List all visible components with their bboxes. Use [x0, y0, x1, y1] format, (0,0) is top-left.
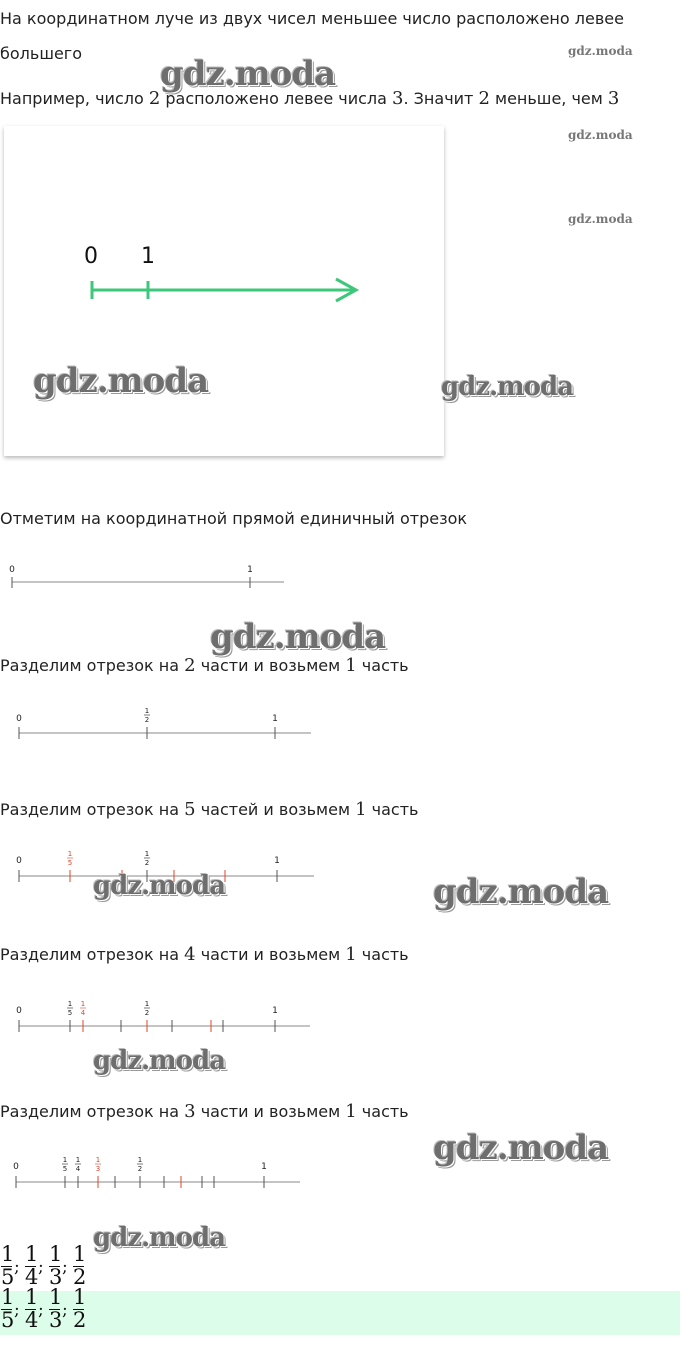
- label-one: 1: [247, 565, 253, 575]
- fraction-numerator: 1: [25, 1285, 39, 1309]
- ray-label-one: 1: [141, 244, 155, 269]
- watermark: gdz.moda: [568, 128, 633, 142]
- step-quarters-text: [0, 945, 409, 965]
- math-number: 2: [184, 655, 196, 676]
- label-zero: 0: [16, 714, 22, 724]
- fraction-denominator: 4: [25, 1308, 39, 1332]
- math-number: 2: [148, 88, 161, 109]
- label-quarter-num: 1: [75, 1156, 81, 1164]
- separator: ;: [14, 1300, 20, 1320]
- label-half-num: 1: [144, 707, 150, 715]
- math-number: 3: [392, 88, 404, 109]
- label-fifth-den: 5: [62, 1165, 68, 1173]
- example-part: меньше, чем: [489, 89, 608, 108]
- fraction-numerator: 1: [49, 1242, 63, 1266]
- math-number: 1: [355, 799, 367, 820]
- fraction-denominator: 5: [1, 1265, 15, 1289]
- watermark: gdz.moda: [568, 212, 633, 226]
- label-quarter-den: 4: [80, 1009, 86, 1017]
- text-part: часть: [356, 1102, 409, 1121]
- label-fifth-den: 5: [67, 859, 73, 867]
- fraction-numerator: 1: [25, 1242, 39, 1266]
- label-quarter-num: 1: [80, 1000, 86, 1008]
- watermark: gdz.moda: [433, 1128, 609, 1168]
- fraction-numerator: 1: [73, 1242, 87, 1266]
- label-fifth-num: 1: [67, 850, 73, 858]
- separator: ;: [38, 1257, 44, 1277]
- math-number: 3: [607, 88, 620, 109]
- fraction-denominator: 4: [25, 1265, 39, 1289]
- fraction-denominator: 3: [49, 1308, 63, 1332]
- example-part: . Значит: [403, 89, 479, 108]
- step-fifths-text: [0, 800, 418, 820]
- text-part: часть: [366, 800, 419, 819]
- fraction-denominator: 2: [73, 1265, 87, 1289]
- text-part: частей и возьмем: [195, 800, 356, 819]
- answer-highlight-band: [0, 1291, 680, 1335]
- label-third-num: 1: [95, 1156, 101, 1164]
- label-fifth-den: 5: [67, 1009, 73, 1017]
- watermark: gdz.moda: [93, 871, 226, 901]
- math-number: 1: [345, 1101, 357, 1122]
- ray-example-card: [4, 126, 444, 456]
- fraction-denominator: 2: [73, 1308, 87, 1332]
- watermark: gdz.moda: [160, 54, 336, 94]
- number-line-quarters: [0, 998, 330, 1038]
- watermark: gdz.moda: [93, 1046, 226, 1076]
- label-half-den: 2: [137, 1165, 143, 1173]
- label-half-num: 1: [144, 1000, 150, 1008]
- label-third-den: 3: [95, 1165, 101, 1173]
- label-one: 1: [261, 1162, 267, 1172]
- math-number: 2: [478, 88, 490, 109]
- label-fifth-num: 1: [67, 1000, 73, 1008]
- label-half-den: 2: [144, 859, 150, 867]
- text-part: часть: [356, 656, 409, 675]
- label-zero: 0: [13, 1162, 19, 1172]
- watermark: gdz.moda: [433, 872, 609, 912]
- watermark: gdz.moda: [33, 361, 209, 401]
- text-part: Разделим отрезок на: [0, 1102, 185, 1121]
- math-number: 1: [345, 944, 357, 965]
- math-number: 4: [184, 944, 196, 965]
- label-quarter-den: 4: [75, 1165, 81, 1173]
- separator: ;: [38, 1300, 44, 1320]
- label-half-den: 2: [144, 716, 150, 724]
- math-number: 3: [184, 1101, 196, 1122]
- label-zero: 0: [16, 856, 22, 866]
- fraction-numerator: 1: [1, 1242, 15, 1266]
- fractions-row: [0, 1244, 100, 1288]
- text-part: Разделим отрезок на: [0, 656, 185, 675]
- green-ray-illustration: [4, 126, 444, 456]
- fraction-numerator: 1: [73, 1285, 87, 1309]
- math-number: 5: [184, 799, 196, 820]
- mark-segment-text: Отметим на координатной прямой единичный отрезок: [0, 509, 468, 528]
- label-zero: 0: [9, 565, 15, 575]
- label-one: 1: [274, 856, 280, 866]
- fraction-denominator: 5: [1, 1308, 15, 1332]
- step-halves-text: [0, 656, 409, 676]
- label-half-num: 1: [137, 1156, 143, 1164]
- fraction-numerator: 1: [49, 1285, 63, 1309]
- label-fifth-num: 1: [62, 1156, 68, 1164]
- math-number: 1: [345, 655, 357, 676]
- ray-label-zero: 0: [84, 244, 98, 269]
- watermark: gdz.moda: [441, 372, 574, 402]
- text-part: части и возьмем: [195, 945, 346, 964]
- number-line-thirds: [0, 1154, 320, 1194]
- separator: ;: [62, 1300, 68, 1320]
- number-line-unit: [0, 560, 300, 600]
- text-part: Разделим отрезок на: [0, 800, 185, 819]
- watermark: gdz.moda: [210, 617, 386, 657]
- rule-text-line1: На координатном луче из двух чисел меньшее число расположено левее: [0, 9, 624, 28]
- number-line-halves: [0, 705, 330, 745]
- answer-fractions-row: [0, 1287, 100, 1331]
- label-half-num: 1: [144, 850, 150, 858]
- separator: ;: [62, 1257, 68, 1277]
- example-part: Например, число: [0, 89, 149, 108]
- fraction-numerator: 1: [1, 1285, 15, 1309]
- step-thirds-text: [0, 1102, 409, 1122]
- rule-text-line2: большего: [0, 44, 82, 63]
- watermark: gdz.moda: [568, 44, 633, 58]
- separator: ;: [14, 1257, 20, 1277]
- text-part: части и возьмем: [195, 1102, 346, 1121]
- fraction-denominator: 3: [49, 1265, 63, 1289]
- label-zero: 0: [16, 1006, 22, 1016]
- text-part: Разделим отрезок на: [0, 945, 185, 964]
- label-half-den: 2: [144, 1009, 150, 1017]
- example-part: расположено левее числа: [160, 89, 393, 108]
- label-one: 1: [272, 1006, 278, 1016]
- label-one: 1: [272, 714, 278, 724]
- watermark: gdz.moda: [93, 1223, 226, 1253]
- text-part: часть: [356, 945, 409, 964]
- text-part: части и возьмем: [195, 656, 346, 675]
